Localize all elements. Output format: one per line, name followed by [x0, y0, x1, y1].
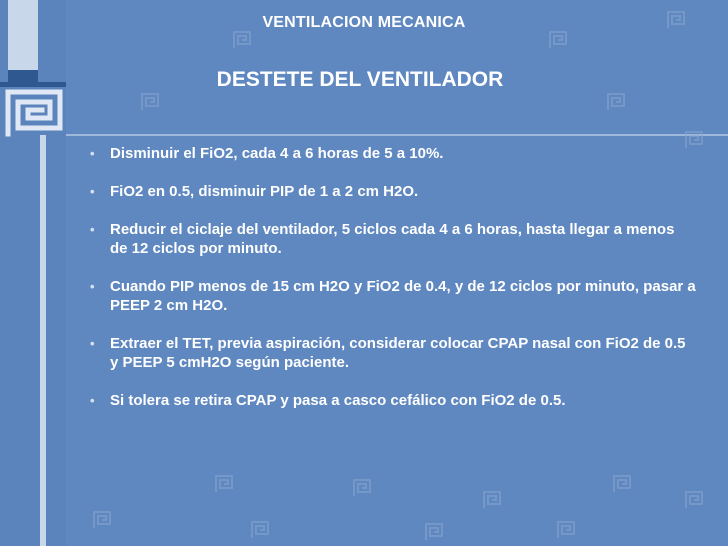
list-item [86, 277, 696, 315]
title-divider [66, 134, 728, 136]
bullet-text: Cuando PIP menos de 15 cm H2O y FiO2 de 0.4, y de 12 ciclos por minuto, pasar a PEEP 2 cm H2O. [110, 278, 696, 314]
bullet-text: Reducir el ciclaje del ventilador, 5 ciclos cada 4 a 6 horas, hasta llegar a menos de 12 ciclos por minuto. [110, 221, 675, 257]
list-item [86, 391, 696, 410]
greek-key-icon [232, 30, 252, 50]
bullet-text: Disminuir el FiO2, cada 4 a 6 horas de 5 a 10%. [110, 145, 444, 162]
greek-key-icon [424, 522, 444, 542]
decorative-band-light [8, 0, 38, 70]
greek-key-icon [92, 510, 112, 530]
greek-key-icon [352, 478, 372, 498]
decorative-band-dark [8, 70, 38, 82]
decorative-band-separator [0, 82, 66, 87]
greek-key-icon [556, 520, 576, 540]
decorative-vertical-line [40, 135, 46, 546]
greek-key-icon [4, 88, 64, 138]
greek-key-icon [548, 30, 568, 50]
bullet-text: Si tolera se retira CPAP y pasa a casco cefálico con FiO2 de 0.5. [110, 392, 566, 409]
slide-title: DESTETE DEL VENTILADOR [216, 68, 504, 91]
list-item [86, 182, 696, 201]
bullet-text: FiO2 en 0.5, disminuir PIP de 1 a 2 cm H2O. [110, 183, 419, 200]
bullet-list [86, 138, 696, 410]
greek-key-icon [140, 92, 160, 112]
list-item [86, 144, 696, 163]
greek-key-icon [214, 474, 234, 494]
greek-key-icon [606, 92, 626, 112]
bullet-dot-icon: • [90, 146, 95, 161]
greek-key-icon [684, 490, 704, 510]
bullet-dot-icon: • [90, 222, 95, 237]
list-item [86, 334, 696, 372]
bullet-dot-icon: • [90, 279, 95, 294]
bullet-text: Extraer el TET, previa aspiración, considerar colocar CPAP nasal con FiO2 de 0.5 y PEEP 5 cmH2O según paciente. [110, 335, 686, 371]
header-title: VENTILACION MECANICA [262, 14, 466, 31]
greek-key-icon [250, 520, 270, 540]
greek-key-icon [612, 474, 632, 494]
bullet-dot-icon: • [90, 336, 95, 351]
greek-key-icon [482, 490, 502, 510]
bullet-dot-icon: • [90, 184, 95, 199]
list-item [86, 220, 696, 258]
bullet-dot-icon: • [90, 393, 95, 408]
